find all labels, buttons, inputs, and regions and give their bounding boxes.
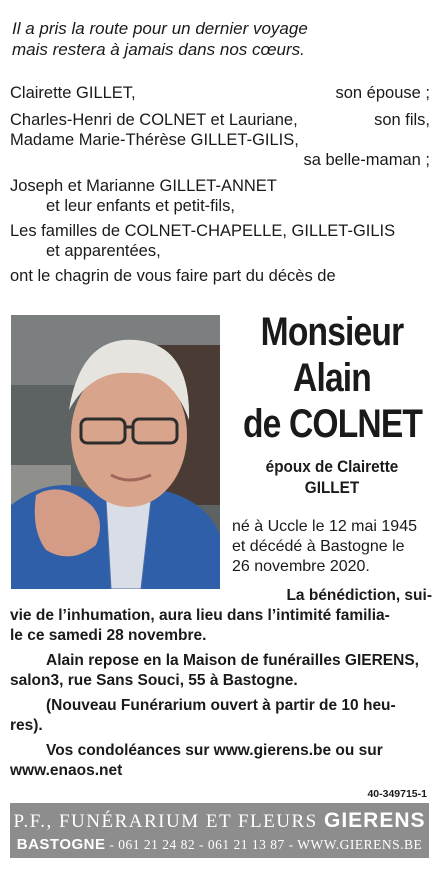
family-line xyxy=(10,110,430,130)
family-line xyxy=(46,196,426,216)
family-member: et apparentées, xyxy=(46,242,161,260)
spouse-line: époux de Clairette xyxy=(265,457,399,476)
birth-death-line: et décédé à Bastogne le xyxy=(232,538,405,555)
quote-line: Il a pris la route pour un dernier voyage xyxy=(12,19,308,38)
banner-brand: GIERENS xyxy=(323,809,426,832)
quote-line: mais restera à jamais dans nos cœurs. xyxy=(12,40,305,59)
notice-line: www.enaos.net xyxy=(10,762,123,779)
deceased-last-name: de COLNET xyxy=(242,402,423,446)
family-member: Clairette GILLET, xyxy=(10,84,136,102)
banner-services: P.F., FUNÉRARIUM ET FLEURS xyxy=(13,811,318,832)
epitaph-quote xyxy=(12,18,432,60)
notice-line: Vos condoléances sur www.gierens.be ou sur xyxy=(46,742,383,759)
funeral-home-banner xyxy=(10,803,429,858)
notice-line: salon3, rue Sans Souci, 55 à Bastogne. xyxy=(10,672,298,689)
family-member: Joseph et Marianne GILLET-ANNET xyxy=(10,177,277,195)
family-line xyxy=(46,241,426,261)
deceased-title: Monsieur xyxy=(260,310,404,354)
family-line xyxy=(10,176,430,196)
reference-number: 40-349715-1 xyxy=(367,788,427,800)
notice-line: La bénédiction, sui- xyxy=(286,587,432,604)
family-member: et leur enfants et petit-fils, xyxy=(46,197,235,215)
notice-line: (Nouveau Funérarium ouvert à partir de 10 heu- xyxy=(46,697,396,714)
announcement-text: ont le chagrin de vous faire part du décès de xyxy=(10,267,336,285)
family-line xyxy=(10,83,430,103)
banner-line-2 xyxy=(10,836,429,853)
notice-line: vie de l’inhumation, aura lieu dans l’intimité familia- xyxy=(10,607,390,624)
birth-death-line: 26 novembre 2020. xyxy=(232,558,370,575)
notice-line: Alain repose en la Maison de funérailles GIERENS, xyxy=(46,652,419,669)
family-line xyxy=(10,221,430,241)
banner-city: BASTOGNE xyxy=(16,836,106,853)
family-relation: son fils, xyxy=(374,111,430,129)
family-relation: sa belle-maman ; xyxy=(303,151,430,169)
spouse-line: GILLET xyxy=(304,478,360,497)
banner-line-1 xyxy=(10,809,429,833)
birth-death-line: né à Uccle le 12 mai 1945 xyxy=(232,518,417,535)
notice-line: res). xyxy=(10,717,43,734)
portrait-photo xyxy=(11,315,220,589)
notice-line: le ce samedi 28 novembre. xyxy=(10,627,207,644)
banner-contact: - 061 21 24 82 - 061 21 13 87 - WWW.GIERENS.BE xyxy=(105,837,423,852)
family-member: Charles-Henri de COLNET et Lauriane, xyxy=(10,111,298,129)
family-member: Les familles de COLNET-CHAPELLE, GILLET-GILIS xyxy=(10,222,396,240)
announcement-line xyxy=(10,266,430,286)
family-line xyxy=(10,130,430,150)
deceased-first-name: Alain xyxy=(293,356,371,400)
family-relation: son épouse ; xyxy=(335,84,430,102)
family-member: Madame Marie-Thérèse GILLET-GILIS, xyxy=(10,131,299,149)
